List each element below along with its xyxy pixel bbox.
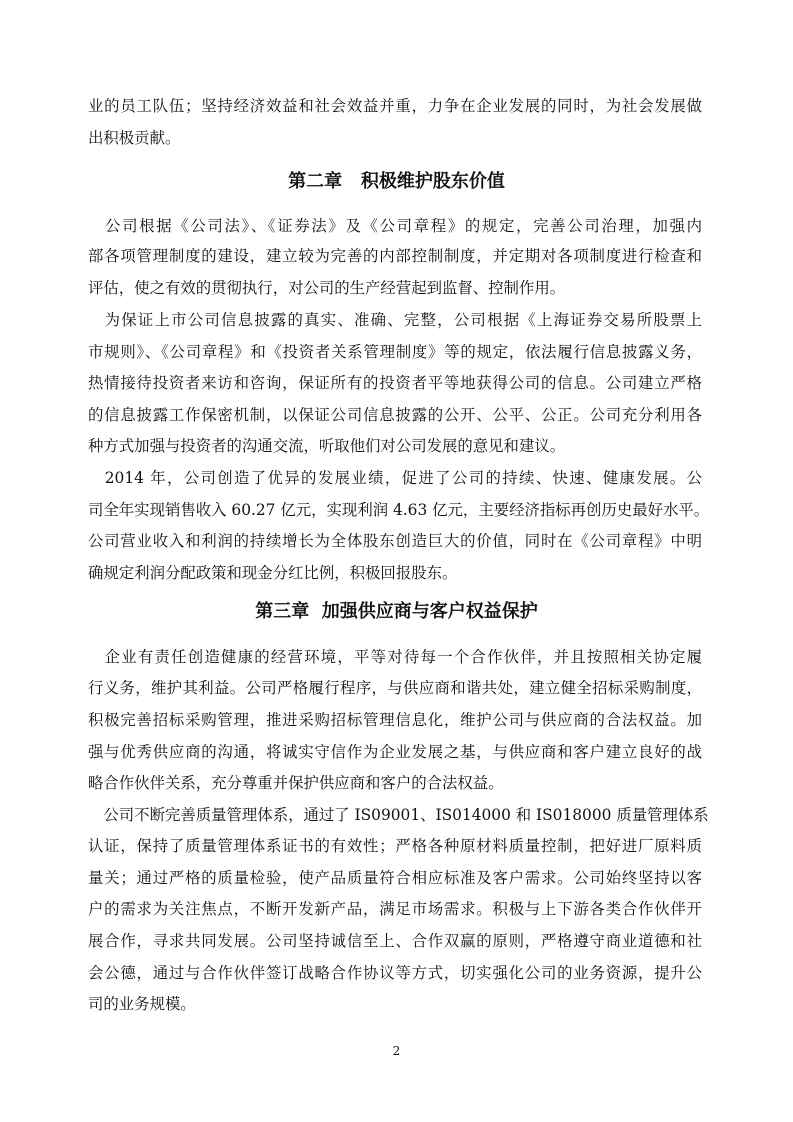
ch3-p2-line-2: 认证，保持了质量管理体系证书的有效性；严格各种原材料质量控制，把好进厂原料质 <box>88 837 702 855</box>
page-number: 2 <box>392 1044 401 1058</box>
chapter-2-heading: 第二章 积极维护股东价值 <box>288 171 505 192</box>
ch3-p2-line-3: 量关；通过严格的质量检验，使产品质量符合相应标准及客户需求。公司始终坚持以客 <box>88 869 702 887</box>
ch2-p3-line-1: 2014 年，公司创造了优异的发展业绩，促进了公司的持续、快速、健康发展。公 <box>88 469 702 487</box>
ch3-p1-line-3: 积极完善招标采购管理，推进采购招标管理信息化，维护公司与供应商的合法权益。加 <box>88 711 702 729</box>
intro-line-2: 出积极贡献。 <box>88 129 181 147</box>
ch2-p2-line-3: 热情接待投资者来访和咨询，保证所有的投资者平等地获得公司的信息。公司建立严格 <box>88 374 702 392</box>
ch3-p1-line-1: 企业有责任创造健康的经营环境，平等对待每一个合作伙伴，并且按照相关协定履 <box>88 648 702 666</box>
ch2-p3-line-4: 确规定利润分配政策和现金分红比例，积极回报股东。 <box>88 564 458 582</box>
ch2-p3-line-2: 司全年实现销售收入 60.27 亿元，实现利润 4.63 亿元，主要经济指标再创历史最好水平。 <box>88 501 710 519</box>
ch2-p2-line-2: 市规则》、《公司章程》和《投资者关系管理制度》等的规定，依法履行信息披露义务， <box>88 343 702 361</box>
ch2-p2-line-5: 种方式加强与投资者的沟通交流，听取他们对公司发展的意见和建议。 <box>88 437 566 455</box>
ch3-p2-line-1: 公司不断完善质量管理体系，通过了 IS09001、IS014000 和 IS018000 质量管理体系 <box>88 806 709 824</box>
ch3-p1-line-5: 略合作伙伴关系，充分尊重并保护供应商和客户的合法权益。 <box>88 774 504 792</box>
ch3-p1-line-4: 强与优秀供应商的沟通，将诚实守信作为企业发展之基，与供应商和客户建立良好的战 <box>88 743 702 761</box>
ch3-p2-line-7: 司的业务规模。 <box>88 995 196 1013</box>
ch3-p1-line-2: 行义务，维护其利益。公司严格履行程序，与供应商和谐共处，建立健全招标采购制度， <box>88 679 702 697</box>
ch3-p2-line-4: 户的需求为关注焦点，不断开发新产品，满足市场需求。积极与上下游各类合作伙伴开 <box>88 900 702 918</box>
ch2-p2-line-1: 为保证上市公司信息披露的真实、准确、完整，公司根据《上海证券交易所股票上 <box>88 311 702 329</box>
chapter-3-heading: 第三章 加强供应商与客户权益保护 <box>255 601 538 622</box>
ch2-p3-line-3: 公司营业收入和利润的持续增长为全体股东创造巨大的价值，同时在《公司章程》中明 <box>88 532 702 550</box>
ch2-p2-line-4: 的信息披露工作保密机制，以保证公司信息披露的公开、公平、公正。公司充分利用各 <box>88 406 702 424</box>
intro-line-1: 业的员工队伍；坚持经济效益和社会效益并重，力争在企业发展的同时，为社会发展做 <box>88 97 702 115</box>
ch2-p1-line-1: 公司根据《公司法》、《证券法》及《公司章程》的规定，完善公司治理，加强内 <box>88 217 702 235</box>
ch3-p2-line-5: 展合作，寻求共同发展。公司坚持诚信至上、合作双赢的原则，严格遵守商业道德和社 <box>88 932 702 950</box>
ch2-p1-line-2: 部各项管理制度的建设，建立较为完善的内部控制制度，并定期对各项制度进行检查和 <box>88 247 702 265</box>
ch3-p2-line-6: 会公德，通过与合作伙伴签订战略合作协议等方式，切实强化公司的业务资源，提升公 <box>88 964 702 982</box>
ch2-p1-line-3: 评估，使之有效的贯彻执行，对公司的生产经营起到监督、控制作用。 <box>88 279 566 297</box>
